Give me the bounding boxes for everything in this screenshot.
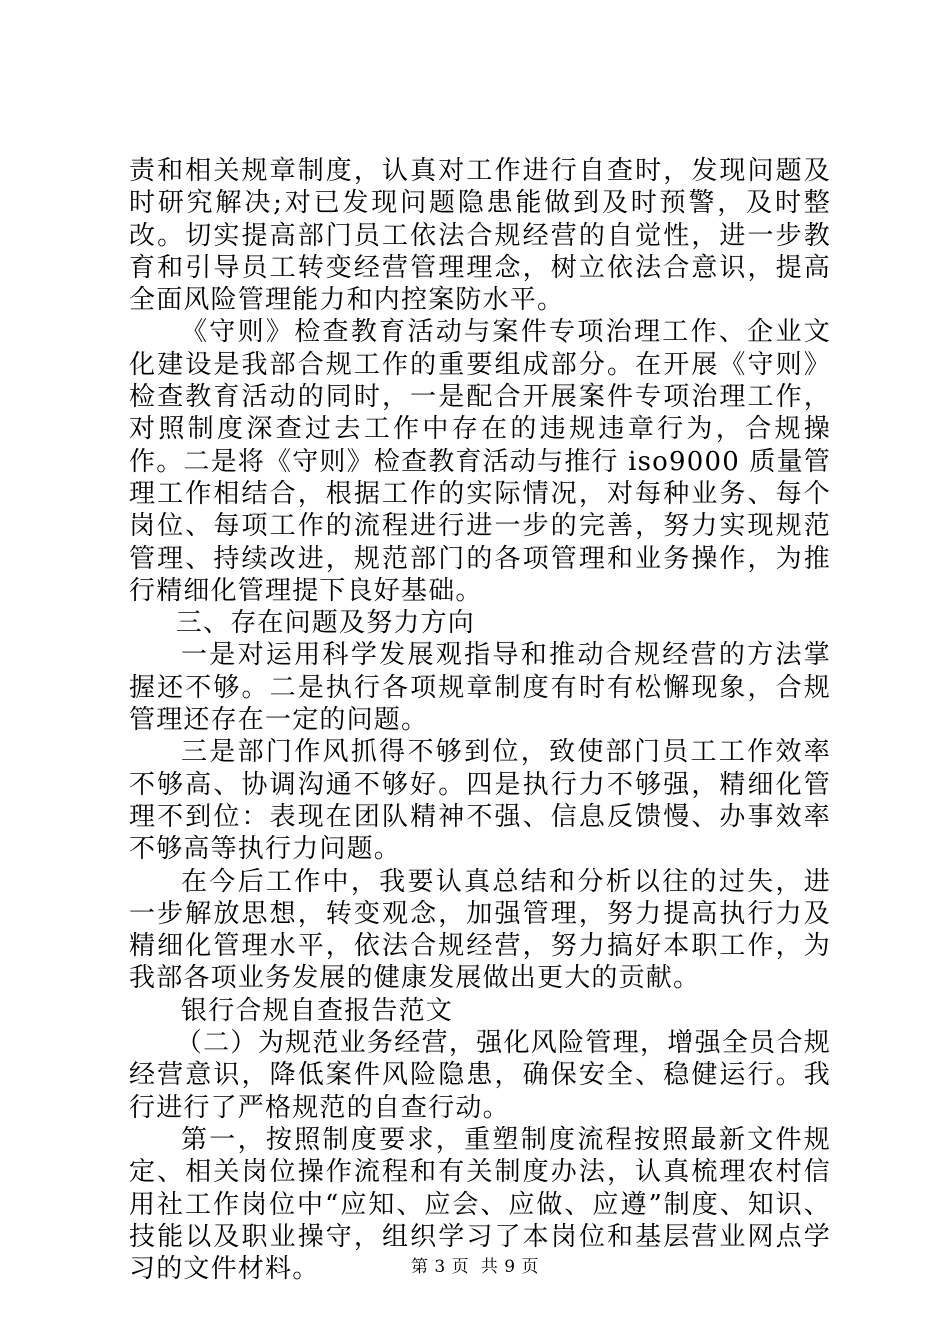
paragraph-problem-one: 一是对运用科学发展观指导和推动合规经营的方法掌握还不够。二是执行各项规章制度有时有松懈现象，合规管理还存在一定的问题。 <box>129 640 831 736</box>
paragraph-problem-three: 三是部门作风抓得不够到位，致使部门员工工作效率不够高、协调沟通不够好。四是执行力不够强，精细化管理不到位：表现在团队精神不强、信息反馈慢、办事效率不够高等执行力问题。 <box>129 737 831 865</box>
paragraph-first-point: 第一，按照制度要求，重塑制度流程按照最新文件规定、相关岗位操作流程和有关制度办法，认真梳理农村信用社工作岗位中“应知、应会、应做、应遵”制度、知识、技能以及职业操守，组织学习了本岗位和基层营业网点学习的文件材料。 <box>129 1124 831 1285</box>
paragraph-future-work: 在今后工作中，我要认真总结和分析以往的过失，进一步解放思想，转变观念，加强管理，努力提高执行力及精细化管理水平，依法合规经营，努力搞好本职工作，为我部各项业务发展的健康发展做出更大的贡献。 <box>129 866 831 994</box>
paragraph-part-two: （二）为规范业务经营，强化风险管理，增强全员合规经营意识，降低案件风险隐患，确保安全、稳健运行。我行进行了严格规范的自查行动。 <box>129 1028 831 1123</box>
paragraph-shouze-activity: 《守则》检查教育活动与案件专项治理工作、企业文化建设是我部合规工作的重要组成部分。在开展《守则》检查教育活动的同时，一是配合开展案件专项治理工作，对照制度深查过去工作中存在的违规违章行为，合规操作。二是将《守则》检查教育活动与推行 iso9000 质量管理工作相结合，根据工作的实际情况，对每种业务、每个岗位、每项工作的流程进行进一步的完善，努力实现规范管理、持续改进，规范部门的各项管理和业务操作，为推行精细化管理提下良好基础。 <box>129 317 832 606</box>
section-heading-problems: 三、存在问题及努力方向 <box>175 608 475 639</box>
page-footer: 第 3 页 共 9 页 <box>410 1257 540 1277</box>
section-title-sample-report: 银行合规自查报告范文 <box>181 995 454 1026</box>
paragraph-continuation: 责和相关规章制度，认真对工作进行自查时，发现问题及时研究解决;对已发现问题隐患能做到及时预警，及时整改。切实提高部门员工依法合规经营的自觉性，进一步教育和引导员工转变经营管理理念，树立依法合意识，提高全面风险管理能力和内控案防水平。 <box>129 156 831 316</box>
document-body <box>129 155 831 1285</box>
